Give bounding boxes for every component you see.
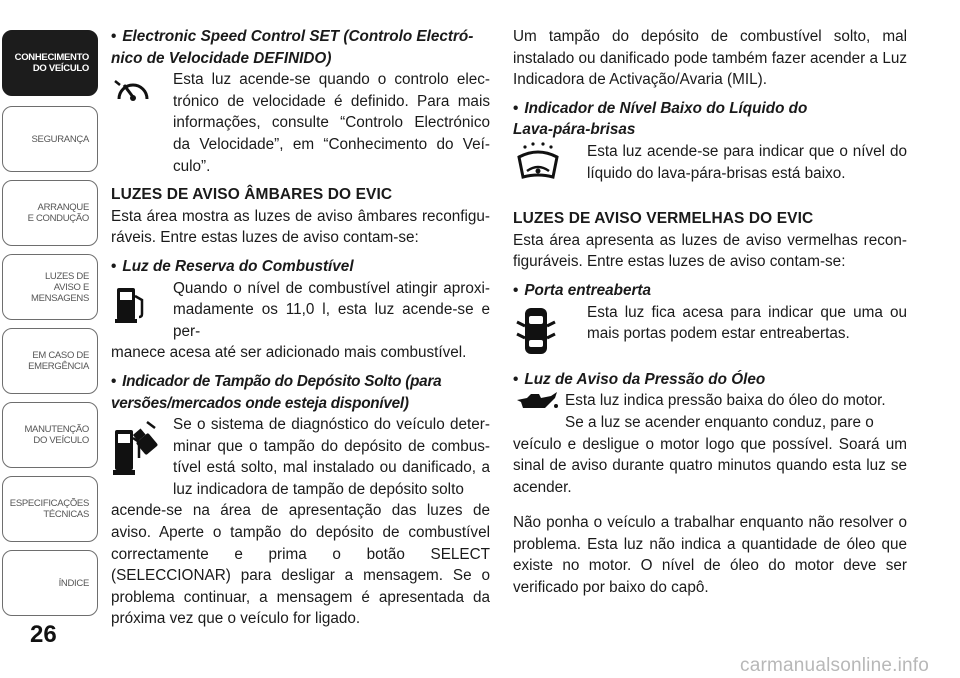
watermark: carmanualsonline.info [740, 655, 930, 676]
red-warnings-heading: LUZES DE AVISO VERMELHAS DO EVIC [513, 210, 814, 228]
tab-indice[interactable] [2, 550, 98, 616]
door-ajar-title [513, 280, 907, 302]
loose-fuel-cap-icon [111, 418, 159, 478]
title-line: Electronic Speed Control SET (Controlo Electró- [122, 28, 474, 45]
loose-cap-block [111, 414, 490, 500]
oil-pressure-body-rest: veículo e desligue o motor logo que possível. Soará um sinal de aviso durante quatro minutos quando esta luz se acender. [513, 435, 907, 496]
fuel-reserve-body: Quando o nível de combustível atingir aproximadamente os 11,0 l, esta luz acende-se e per- [173, 279, 490, 340]
tab-luzes-de-aviso[interactable] [2, 254, 98, 320]
washer-fluid-body: Esta luz acende-se para indicar que o nível do líquido do lava-pára-brisas está baixo. [587, 142, 907, 182]
section-tabs-sidebar [0, 0, 100, 678]
amber-warnings-intro: Esta área mostra as luzes de aviso âmbares reconfiguráveis. Entre estas luzes de aviso contam-se: [111, 207, 490, 247]
oil-pressure-title [513, 369, 907, 391]
loose-cap-body: Se o sistema de diagnóstico do veículo determinar que o tampão do depósito de combustível está solto, mal instalado ou danificado, a luz indicadora de tampão de depósito solto [173, 416, 490, 498]
fuel-pump-icon [111, 282, 155, 326]
loose-cap-continuation: Um tampão do depósito de combustível solto, mal instalado ou danificado pode também fazer acender a Luz Indicadora de Activação/Avaria (MIL). [513, 28, 907, 89]
loose-cap-title [111, 371, 490, 414]
page-number: 26 [30, 621, 57, 648]
oil-pressure-body-1: Esta luz indica pressão baixa do óleo do motor. [565, 392, 886, 410]
loose-cap-body-rest: acende-se na área de apresentação das luzes de aviso. Aperte o tampão do depósito de combustível correctamente e prima o botão SELECT (SELECCIONAR) para desligar a mensagem. Se o problema continuar, a mensagem é apresentada da próxima vez que o veículo for ligado. [111, 502, 490, 628]
washer-fluid-icon [513, 141, 563, 185]
door-ajar-block [513, 302, 907, 345]
bullet: • [111, 372, 117, 390]
door-ajar-body: Esta luz fica acesa para indicar que uma ou mais portas podem estar entreabertas. [587, 303, 907, 343]
left-column [111, 26, 490, 630]
right-column [513, 26, 907, 599]
washer-fluid-title [513, 98, 907, 141]
tab-conhecimento-do-veiculo[interactable] [2, 30, 98, 96]
tab-label: EM CASO DE EMERGÊNCIA [28, 350, 89, 372]
title-line: Luz de Aviso da Pressão do Óleo [524, 370, 766, 388]
tab-label: ÍNDICE [58, 577, 89, 589]
tab-seguranca[interactable] [2, 106, 98, 172]
title-line: Indicador de Tampão do Depósito Solto (para [122, 372, 442, 390]
oil-pressure-block [513, 390, 907, 433]
speed-control-body: Esta luz acende-se quando o controlo electrónico de velocidade é definido. Para mais informações, consulte “Controlo Electrónico da Velocidade”, em “Conhecimento do Veículo”. [173, 71, 490, 175]
tab-label: ARRANQUE E CONDUÇÃO [27, 202, 89, 224]
speed-control-block [111, 69, 490, 177]
bullet: • [111, 257, 117, 275]
amber-warnings-heading: LUZES DE AVISO ÂMBARES DO EVIC [111, 186, 393, 204]
fuel-reserve-body-rest: manece acesa até ser adicionado mais combustível. [111, 344, 467, 362]
oil-pressure-body-2: Se a luz se acender enquanto conduz, pare o [565, 413, 874, 431]
title-line: Luz de Reserva do Combustível [122, 257, 354, 275]
bullet: • [513, 99, 519, 117]
tab-manutencao-do-veiculo[interactable] [2, 402, 98, 468]
bullet: • [111, 28, 117, 45]
tab-especificacoes-tecnicas[interactable] [2, 476, 98, 542]
title-line: Lava-pára-brisas [513, 121, 636, 139]
fuel-reserve-block [111, 278, 490, 343]
tab-label: CONHECIMENTO DO VEÍCULO [14, 52, 89, 74]
tab-label: MANUTENÇÃO DO VEÍCULO [24, 424, 89, 446]
title-line: Indicador de Nível Baixo do Líquido do [524, 99, 808, 117]
tab-arranque-e-conducao[interactable] [2, 180, 98, 246]
tab-label: ESPECIFICAÇÕES TÉCNICAS [9, 498, 89, 520]
washer-fluid-block [513, 141, 907, 184]
fuel-reserve-title [111, 256, 490, 278]
red-warnings-intro: Esta área apresenta as luzes de aviso vermelhas reconfiguráveis. Entre estas luzes de aviso contam-se: [513, 231, 907, 271]
oil-pressure-warning: Não ponha o veículo a trabalhar enquanto não resolver o problema. Esta luz não indica a quantidade de óleo que existe no motor. O nível de óleo do motor deve ser verificado por baixo do capô. [513, 514, 907, 597]
tab-label: SEGURANÇA [31, 133, 89, 145]
title-line: Porta entreaberta [524, 281, 652, 299]
bullet: • [513, 370, 519, 388]
title-line: versões/mercados onde esteja disponível) [111, 394, 409, 412]
door-ajar-icon [513, 304, 559, 360]
oil-can-icon [513, 390, 559, 414]
tab-em-caso-de-emergencia[interactable] [2, 328, 98, 394]
speed-control-title [111, 26, 490, 69]
tab-label: LUZES DE AVISO E MENSAGENS [30, 270, 89, 304]
title-line: nico de Velocidade DEFINIDO) [111, 49, 332, 67]
speed-control-icon [111, 71, 155, 115]
bullet: • [513, 281, 519, 299]
